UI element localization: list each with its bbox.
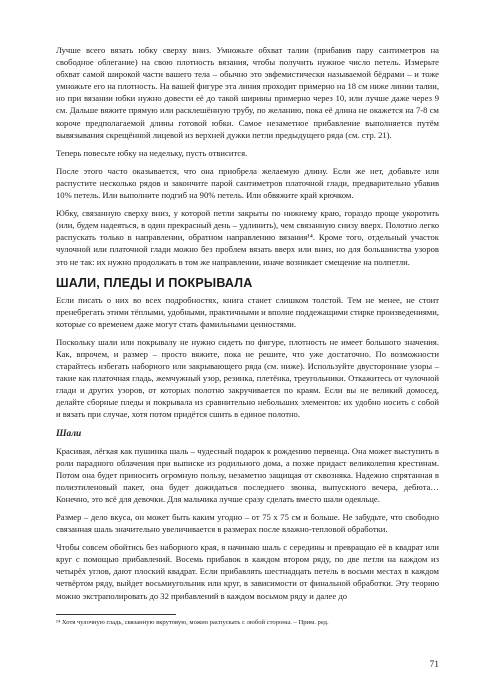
paragraph: Поскольку шали или покрывалу не нужно сидеть по фигуре, плотность не имеет большого значения. Как, впрочем, и размер – просто вяжите, пока не решите, что уже достаточно. По возможности старайтесь избегать наборного или закрывающего ряда (см. ниже). Используйте двусторонние узоры – такие как платочная гладь, жемчужный узор, резинка, плетёнка, треугольники. Откажитесь от чулочной глади и других узоров, от которых полотно закручивается по краям. Если вы не великий домосед, делайте сборные пледы и покрывала из сравнительно небольших элементов: их удобно носить с собой и вязать при случае, хотя потом придётся сшить в единое полотно.	[56, 336, 439, 420]
paragraph: Лучше всего вязать юбку сверху вниз. Умножьте обхват талии (прибавив пару сантиметров на свободное облегание) на свою плотность вязания, чтобы получить нужное число петель. Измерьте обхват самой широкой части вашего тела – обычно это эвфемистически называемой бёдрами – и тоже умножьте его на плотность. На вашей фигуре эта линия проходит примерно на 18 см ниже линии талии, но при вязании юбки нужно довести её до такой ширины примерно через 10, или лучше даже через 9 см. Дальше вяжите прямую или расклешённую трубу, по желанию, пока её длина не окажется на 7-8 см короче предполагаемой длины готовой юбки. Самое незаметное прибавление выполняется путём вывязывания скрещённой лицевой из верхней дужки петли предыдущего ряда (см. стр. 21).	[56, 45, 439, 140]
paragraph: После этого часто оказывается, что она приобрела желаемую длину. Если же нет, добавьте или распустите несколько рядов и закончите парой сантиметров платочной глади, предварительно убавив 10% петель. Или выполните подгиб на 90% петель. Или обвяжите край крючком.	[56, 165, 439, 201]
section-title: ШАЛИ, ПЛЕДЫ И ПОКРЫВАЛА	[56, 275, 253, 290]
paragraph: Размер – дело вкуса, он может быть каким угодно – от 75 х 75 см и больше. Не забудьте, что свободно связанная шаль значительно увеличивается в размерах после влажно-тепловой обработки.	[56, 512, 439, 535]
paragraph: Если писать о них во всех подробностях, книга станет слишком толстой. Тем не менее, не стоит пренебрегать этими тёплыми, удобными, практичными и вполне поддежащими стирке произведениями, которые со временем даже могут стать фамильными ценностями.	[56, 294, 439, 329]
paragraph: Юбку, связанную сверху вниз, у которой петли закрыты по нижнему краю, гораздо проще укоротить (или, будем надеяться, в один прекрасный день – удлинить), чем связанную снизу вверх. Полотно легко распускать только в направлении, обратном направлению вязания¹⁴. Кроме того, отдельный участок чулочной или платочной глади можно без проблем вязать вверх или вниз, но для большинства узоров это не так: их нужно продолжать в том же направлении, иначе возникает смещение на полпетли.	[56, 208, 439, 267]
subsection-title: Шали	[56, 428, 82, 439]
footnote-divider	[56, 614, 176, 615]
paragraph: Красивая, лёгкая как пушинка шаль – чудесный подарок к рождению первенца. Она может выступить в роли парадного облачения при выписке из родильного дома, а позже придаст великолепия крестинам. Потом она будет приносить огромную пользу, незаметно защищая от сквозняка. Надежно спрятанная в полиэтиленовый пакет, она будет дожидаться последнего звонка, выпускного вечера, дебюта… Конечно, это всё для девочки. Для мальчика лучше сразу сделать вместо шали одеяльце.	[56, 445, 439, 504]
footnote: ¹⁴ Хотя чулочную гладь, связанную вкрутовую, можно распускать с любой стороны. – Прим. ред.	[56, 618, 329, 626]
paragraph: Чтобы совсем обойтись без наборного края, я начинаю шаль с середины и превращаю её в квадрат или круг с помощью прибавлений. Восемь прибавок в каждом втором ряду, по две петли на каждом из четырёх углов, дают плоский квадрат. Если прибавлять шестнадцать петель в восьми местах в каждом четвёртом ряду, выйдет восьмиугольник или круг, в зависимости от финальной обработки. Эту теорию можно экстраполировать до 32 прибавлений в каждом восьмом ряду и далее до	[56, 542, 439, 601]
page-number: 71	[429, 660, 439, 670]
paragraph: Теперь повесьте юбку на недельку, пусть отвисится.	[56, 147, 248, 158]
